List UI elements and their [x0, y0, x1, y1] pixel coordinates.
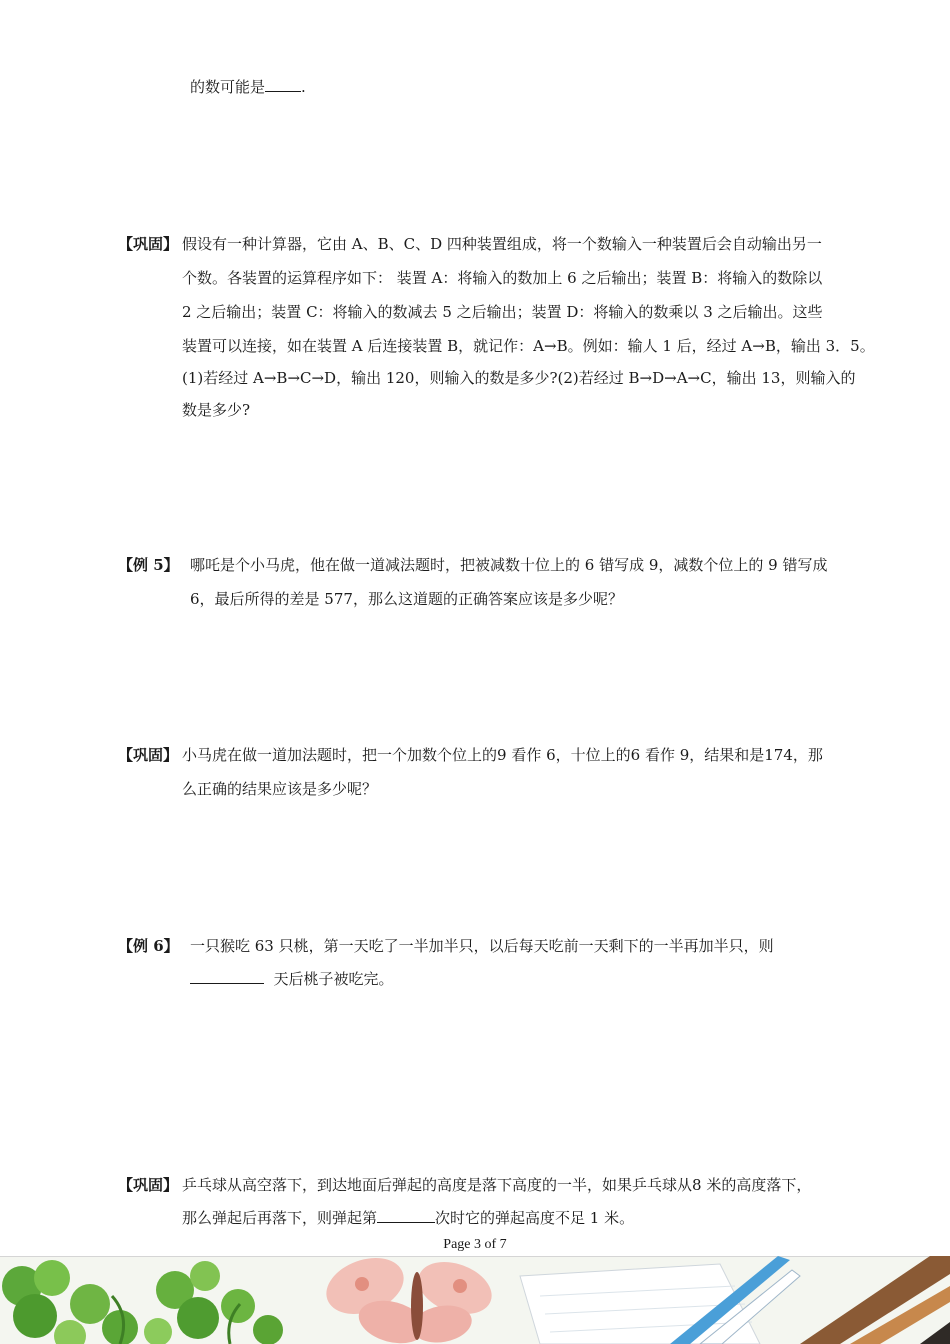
problem-tag: 【巩固】: [118, 235, 179, 253]
problem-line: 么正确的结果应该是多少呢？: [182, 780, 378, 798]
continuation-tail: .: [301, 78, 306, 96]
example-line: [190, 969, 394, 989]
decorative-banner: [0, 1256, 950, 1344]
example-line: 一只猴吃 63 只桃，第一天吃了一半加半只，以后每天吃前一天剩下的一半再加半只，则: [190, 937, 774, 955]
example-tag: 【例 6】: [118, 937, 179, 955]
problem-line: [182, 1208, 634, 1228]
problem-line: 装置可以连接，如在装置 A 后连接装置 B，就记作：A→B。例如：输人 1 后，经过 A→B，输出 3．5。: [182, 337, 875, 355]
problem-line: 个数。各装置的运算程序如下： 装置 A：将输入的数加上 6 之后输出；装置 B：将输入的数除以: [182, 269, 823, 287]
example-line: 哪吒是个小马虎，他在做一道减法题时，把被减数十位上的 6 错写成 9，减数个位上的 9 错写成: [190, 556, 828, 574]
problem-tag: 【巩固】: [118, 746, 179, 764]
page-footer: Page 3 of 7: [443, 1237, 507, 1252]
example-tag: 【例 5】: [118, 556, 179, 574]
problem-line-tail: 次时它的弹起高度不足 1 米。: [435, 1209, 635, 1227]
problem-line-head: 那么弹起后再落下，则弹起第: [182, 1209, 378, 1227]
problem-line: 小马虎在做一道加法题时，把一个加数个位上的9 看作 6，十位上的6 看作 9，结果和是174，那: [182, 746, 823, 764]
continuation-line: [190, 77, 306, 97]
problem-tag: 【巩固】: [118, 1176, 179, 1194]
example-line-tail: 天后桃子被吃完。: [273, 970, 394, 988]
problem-line: 数是多少?: [182, 401, 251, 419]
answer-blank: [190, 969, 264, 984]
example-line: 6，最后所得的差是 577，那么这道题的正确答案应该是多少呢？: [190, 590, 623, 608]
answer-blank: [377, 1208, 435, 1223]
continuation-text: 的数可能是: [190, 78, 266, 96]
problem-line: 假设有一种计算器，它由 A、B、C、D 四种装置组成，将一个数输入一种装置后会自动输出另一: [182, 235, 822, 253]
answer-blank: [265, 77, 301, 92]
problem-line: (1)若经过 A→B→C→D，输出 120，则输入的数是多少?(2)若经过 B→D→A→C，输出 13，则输入的: [182, 369, 856, 387]
problem-line: 2 之后输出；装置 C：将输入的数减去 5 之后输出；装置 D：将输入的数乘以 3 之后输出。这些: [182, 303, 823, 321]
problem-line: 乒乓球从高空落下，到达地面后弹起的高度是落下高度的一半，如果乒乓球从8 米的高度落下，: [182, 1176, 812, 1194]
